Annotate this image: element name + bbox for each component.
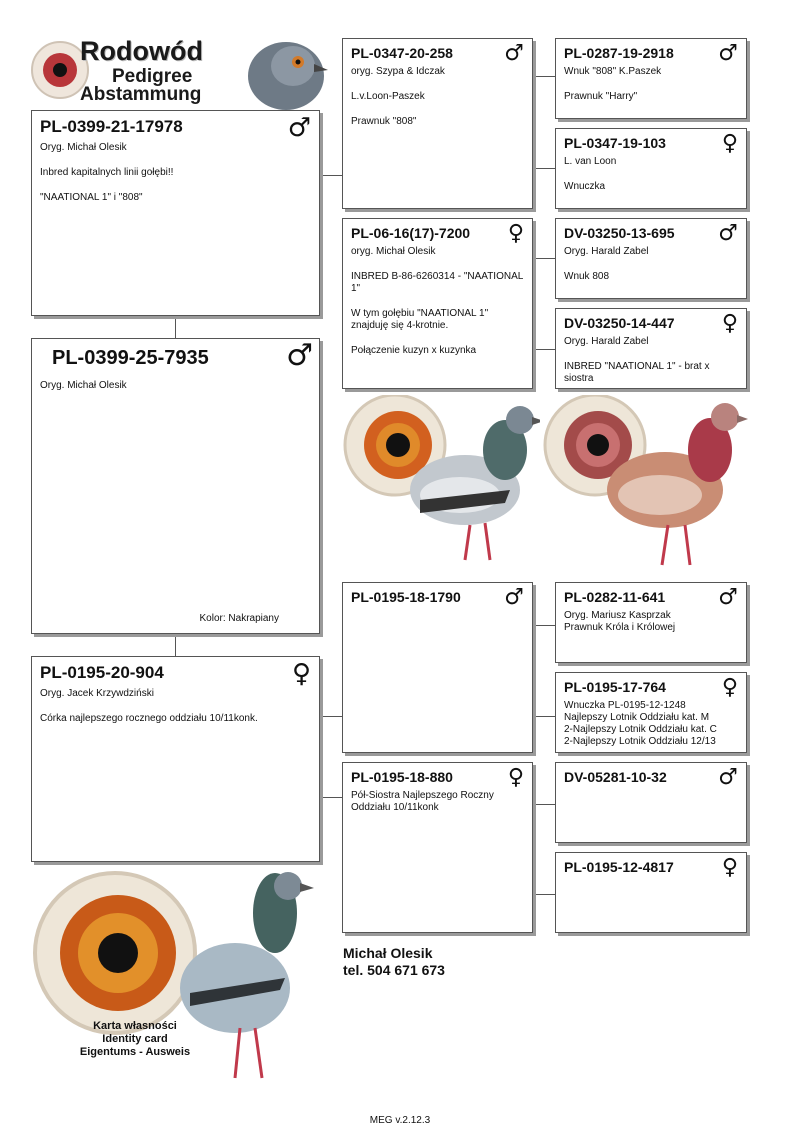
note-line: Oryg. Jacek Krzywdziński xyxy=(40,688,154,699)
note-line: Wnuczka xyxy=(564,181,606,192)
connector xyxy=(175,634,176,656)
note-line: 2-Najlepszy Lotnik Oddziału kat. C xyxy=(564,724,717,735)
caption-line: Identity card xyxy=(102,1033,168,1045)
header-logo xyxy=(30,30,330,110)
note-line: Prawnuk "808" xyxy=(351,116,417,127)
ring-number: DV-03250-14-447 xyxy=(564,315,675,331)
owner-phone: tel. 504 671 673 xyxy=(343,962,445,978)
ring-number: PL-0282-11-641 xyxy=(564,589,666,605)
note-line: Wnuk "808" K.Paszek xyxy=(564,66,662,77)
male-icon: ♂ xyxy=(718,585,738,610)
male-icon: ♂ xyxy=(718,765,738,790)
pigeon-photo-card xyxy=(30,868,320,1093)
note-line: INBRED B-86-6260314 - "NAATIONAL 1" xyxy=(351,271,523,294)
female-icon: ♀ xyxy=(721,675,738,700)
note-line: Oryg. Michał Olesik xyxy=(40,142,127,153)
female-icon: ♀ xyxy=(507,221,524,246)
sire-card[interactable] xyxy=(31,110,320,316)
note-line: "NAATIONAL 1" i "808" xyxy=(40,192,143,203)
ring-number: PL-0347-19-103 xyxy=(564,135,666,151)
version-footer: MEG v.2.12.3 xyxy=(369,1115,431,1126)
note-line: 2-Najlepszy Lotnik Oddziału 12/13 xyxy=(564,736,716,747)
note-line: Oryg. Harald Zabel xyxy=(564,336,649,347)
dam-card[interactable] xyxy=(31,656,320,862)
identity-card-caption xyxy=(50,1020,220,1059)
main-bird-card[interactable] xyxy=(31,338,320,634)
ggp-card-2[interactable] xyxy=(555,128,747,209)
connector xyxy=(533,625,555,626)
ggp-card-5[interactable] xyxy=(555,582,747,663)
color-label: Kolor: Nakrapiany xyxy=(199,613,279,624)
note-line: L.v.Loon-Paszek xyxy=(351,91,425,102)
male-icon: ♂ xyxy=(504,41,524,66)
female-icon: ♀ xyxy=(721,855,738,880)
owner-info xyxy=(343,945,445,979)
ggp-card-7[interactable] xyxy=(555,762,747,843)
connector xyxy=(320,716,342,717)
owner-name: Michał Olesik xyxy=(343,945,433,961)
ring-number: PL-0347-20-258 xyxy=(351,45,453,61)
ggp-card-8[interactable] xyxy=(555,852,747,933)
ring-number: PL-0195-12-4817 xyxy=(564,859,674,875)
note-line: Oryg. Harald Zabel xyxy=(564,246,649,257)
ring-number: PL-0195-17-764 xyxy=(564,679,666,695)
connector xyxy=(533,804,555,805)
note-line: W tym gołębiu "NAATIONAL 1" znajduję się 4-krotnie. xyxy=(351,308,489,331)
male-icon: ♂ xyxy=(287,113,311,143)
note-line: L. van Loon xyxy=(564,156,617,167)
ring-number: PL-0195-20-904 xyxy=(40,663,164,682)
female-icon: ♀ xyxy=(291,659,311,689)
note-line: Prawnuk Króla i Królowej xyxy=(564,622,676,633)
pigeon-photo-blue xyxy=(340,395,540,575)
note-line: Oryg. Michał Olesik xyxy=(40,380,127,391)
ggp-card-6[interactable] xyxy=(555,672,747,753)
ring-number: DV-03250-13-695 xyxy=(564,225,675,241)
grandsire-sire-card[interactable] xyxy=(342,38,533,209)
ggp-card-1[interactable] xyxy=(555,38,747,119)
connector xyxy=(320,175,342,176)
female-icon: ♀ xyxy=(721,131,738,156)
granddam-sire-card[interactable] xyxy=(342,218,533,389)
ring-number: DV-05281-10-32 xyxy=(564,769,667,785)
note-line: Córka najlepszego rocznego oddziału 10/11konk. xyxy=(40,713,258,724)
note-line: INBRED "NAATIONAL 1" - brat x siostra xyxy=(564,361,710,384)
note-line: Wnuk 808 xyxy=(564,271,610,282)
header-subtitle-de: Abstammung xyxy=(80,84,202,105)
ring-number: PL-06-16(17)-7200 xyxy=(351,225,471,241)
female-icon: ♀ xyxy=(721,311,738,336)
ring-number: PL-0195-18-880 xyxy=(351,769,453,785)
connector xyxy=(533,258,555,259)
male-icon: ♂ xyxy=(286,338,313,373)
connector xyxy=(533,168,555,169)
pigeon-head-icon xyxy=(238,36,328,111)
ring-number: PL-0399-21-17978 xyxy=(40,117,183,136)
caption-line: Karta własności xyxy=(93,1020,177,1032)
caption-line: Eigentums - Ausweis xyxy=(79,1046,191,1058)
note-line: Połączenie kuzyn x kuzynka xyxy=(351,345,477,356)
connector xyxy=(533,716,555,717)
connector xyxy=(533,894,555,895)
note-line: Prawnuk "Harry" xyxy=(564,91,638,102)
connector xyxy=(533,76,555,77)
ggp-card-3[interactable] xyxy=(555,218,747,299)
grandsire-dam-card[interactable] xyxy=(342,582,533,753)
note-line: oryg. Szypa & Idczak xyxy=(351,66,445,77)
note-line: Najlepszy Lotnik Oddziału kat. M xyxy=(564,712,710,723)
connector xyxy=(320,797,342,798)
note-line: Inbred kapitalnych linii gołębi!! xyxy=(40,167,174,178)
male-icon: ♂ xyxy=(718,41,738,66)
granddam-dam-card[interactable] xyxy=(342,762,533,933)
note-line: Wnuczka PL-0195-12-1248 xyxy=(564,700,686,711)
ring-number: PL-0399-25-7935 xyxy=(52,347,209,369)
connector xyxy=(533,349,555,350)
note-line: Oryg. Mariusz Kasprzak xyxy=(564,610,671,621)
header-subtitle-en: Pedigree xyxy=(112,66,193,87)
note-line: Pół-Siostra Najlepszego Roczny Oddziału 10/11konk xyxy=(351,790,494,813)
ggp-card-4[interactable] xyxy=(555,308,747,389)
ring-number: PL-0287-19-2918 xyxy=(564,45,674,61)
ring-number: PL-0195-18-1790 xyxy=(351,589,461,605)
note-line: oryg. Michał Olesik xyxy=(351,246,436,257)
header-title: Rodowód xyxy=(80,36,203,66)
male-icon: ♂ xyxy=(504,585,524,610)
pigeon-photo-red xyxy=(540,395,750,575)
connector xyxy=(175,316,176,338)
male-icon: ♂ xyxy=(718,221,738,246)
female-icon: ♀ xyxy=(507,765,524,790)
